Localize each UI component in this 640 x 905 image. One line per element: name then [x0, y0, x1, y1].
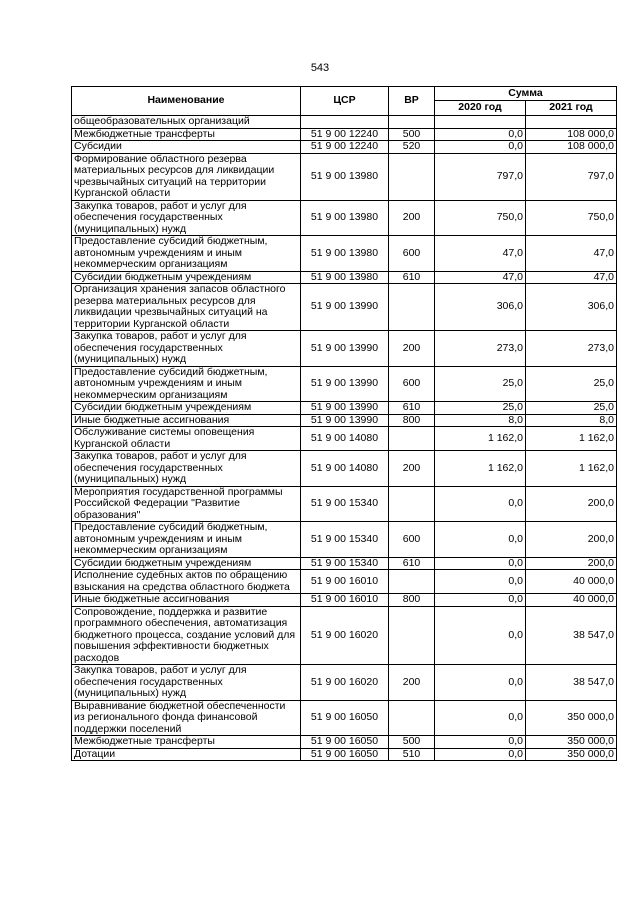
row-csr: 51 9 00 12240	[301, 128, 389, 141]
row-name: общеобразовательных организаций	[72, 116, 301, 129]
table-row	[72, 200, 617, 236]
row-name: Исполнение судебных актов по обращению взыскания на средства областного бюджета	[72, 570, 301, 594]
table-row	[72, 570, 617, 594]
row-sum-2020: 0,0	[435, 486, 526, 522]
table-row	[72, 736, 617, 749]
row-name: Выравнивание бюджетной обеспеченности из регионального фонда финансовой поддержки поселений	[72, 700, 301, 736]
row-sum-2021: 8,0	[526, 414, 617, 427]
table-row	[72, 427, 617, 451]
table-row	[72, 486, 617, 522]
row-sum-2021: 108 000,0	[526, 141, 617, 154]
header-year-2021: 2021 год	[526, 101, 617, 116]
row-name: Закупка товаров, работ и услуг для обеспечения государственных (муниципальных) нужд	[72, 665, 301, 701]
table-row	[72, 700, 617, 736]
row-sum-2020: 750,0	[435, 200, 526, 236]
row-name: Закупка товаров, работ и услуг для обеспечения государственных (муниципальных) нужд	[72, 200, 301, 236]
row-name: Закупка товаров, работ и услуг для обеспечения государственных (муниципальных) нужд	[72, 451, 301, 487]
table-row	[72, 271, 617, 284]
row-vr: 600	[389, 236, 435, 272]
header-name: Наименование	[72, 87, 301, 116]
row-vr: 610	[389, 271, 435, 284]
row-vr: 500	[389, 128, 435, 141]
row-vr: 610	[389, 402, 435, 415]
table-row	[72, 116, 617, 129]
row-csr: 51 9 00 13980	[301, 153, 389, 200]
row-sum-2020: 273,0	[435, 331, 526, 367]
row-sum-2020: 306,0	[435, 284, 526, 331]
row-sum-2021: 200,0	[526, 557, 617, 570]
header-sum: Сумма	[435, 87, 617, 101]
row-name: Межбюджетные трансферты	[72, 128, 301, 141]
row-sum-2021: 350 000,0	[526, 736, 617, 749]
table-row	[72, 606, 617, 665]
row-vr	[389, 284, 435, 331]
row-csr: 51 9 00 12240	[301, 141, 389, 154]
row-sum-2020: 47,0	[435, 236, 526, 272]
row-name: Субсидии бюджетным учреждениям	[72, 557, 301, 570]
table-row	[72, 522, 617, 558]
row-sum-2021: 108 000,0	[526, 128, 617, 141]
row-sum-2021: 25,0	[526, 366, 617, 402]
row-vr	[389, 427, 435, 451]
row-sum-2021: 306,0	[526, 284, 617, 331]
row-sum-2021: 350 000,0	[526, 700, 617, 736]
row-vr: 200	[389, 665, 435, 701]
row-sum-2020: 1 162,0	[435, 427, 526, 451]
row-sum-2021: 200,0	[526, 486, 617, 522]
row-csr: 51 9 00 16020	[301, 665, 389, 701]
row-vr: 800	[389, 414, 435, 427]
row-csr: 51 9 00 13980	[301, 200, 389, 236]
table-row	[72, 153, 617, 200]
row-sum-2021: 750,0	[526, 200, 617, 236]
row-vr: 510	[389, 748, 435, 761]
row-sum-2020: 0,0	[435, 606, 526, 665]
row-name: Формирование областного резерва материальных ресурсов для ликвидации чрезвычайных ситуаций на территории Курганской области	[72, 153, 301, 200]
row-sum-2021: 200,0	[526, 522, 617, 558]
row-sum-2020: 0,0	[435, 522, 526, 558]
row-csr: 51 9 00 13990	[301, 284, 389, 331]
row-vr: 610	[389, 557, 435, 570]
row-sum-2020: 797,0	[435, 153, 526, 200]
row-csr: 51 9 00 16020	[301, 606, 389, 665]
row-sum-2021: 47,0	[526, 271, 617, 284]
row-sum-2020: 25,0	[435, 402, 526, 415]
row-vr	[389, 606, 435, 665]
row-vr: 200	[389, 331, 435, 367]
row-name: Субсидии бюджетным учреждениям	[72, 271, 301, 284]
row-csr: 51 9 00 16050	[301, 748, 389, 761]
row-sum-2021: 25,0	[526, 402, 617, 415]
row-csr: 51 9 00 13980	[301, 236, 389, 272]
row-sum-2020: 1 162,0	[435, 451, 526, 487]
table-row	[72, 236, 617, 272]
table-row	[72, 665, 617, 701]
row-csr: 51 9 00 13990	[301, 414, 389, 427]
row-sum-2021: 350 000,0	[526, 748, 617, 761]
row-name: Предоставление субсидий бюджетным, автономным учреждениям и иным некоммерческим организациям	[72, 522, 301, 558]
row-name: Межбюджетные трансферты	[72, 736, 301, 749]
row-csr: 51 9 00 14080	[301, 451, 389, 487]
row-vr: 800	[389, 594, 435, 607]
row-vr: 600	[389, 366, 435, 402]
row-sum-2021	[526, 116, 617, 129]
row-csr: 51 9 00 13980	[301, 271, 389, 284]
row-sum-2021: 1 162,0	[526, 451, 617, 487]
row-csr: 51 9 00 16050	[301, 736, 389, 749]
header-csr: ЦСР	[301, 87, 389, 116]
row-sum-2020: 0,0	[435, 141, 526, 154]
row-name: Предоставление субсидий бюджетным, автономным учреждениям и иным некоммерческим организациям	[72, 236, 301, 272]
row-csr: 51 9 00 13990	[301, 331, 389, 367]
row-sum-2020	[435, 116, 526, 129]
table-row	[72, 748, 617, 761]
row-sum-2021: 797,0	[526, 153, 617, 200]
row-name: Предоставление субсидий бюджетным, автономным учреждениям и иным некоммерческим организациям	[72, 366, 301, 402]
row-csr: 51 9 00 16050	[301, 700, 389, 736]
page-number: 543	[310, 62, 330, 74]
row-vr: 520	[389, 141, 435, 154]
row-name: Дотации	[72, 748, 301, 761]
row-csr: 51 9 00 16010	[301, 570, 389, 594]
row-sum-2020: 0,0	[435, 570, 526, 594]
row-csr: 51 9 00 14080	[301, 427, 389, 451]
row-vr	[389, 486, 435, 522]
row-vr	[389, 116, 435, 129]
row-name: Сопровождение, поддержка и развитие программного обеспечения, автоматизация бюджетного процесса, создание условий для повышения эффективности бюджетных расходов	[72, 606, 301, 665]
header-year-2020: 2020 год	[435, 101, 526, 116]
table-row	[72, 284, 617, 331]
row-sum-2020: 47,0	[435, 271, 526, 284]
row-csr: 51 9 00 16010	[301, 594, 389, 607]
row-sum-2020: 8,0	[435, 414, 526, 427]
row-sum-2021: 47,0	[526, 236, 617, 272]
row-vr: 200	[389, 200, 435, 236]
table-row	[72, 141, 617, 154]
row-sum-2021: 38 547,0	[526, 665, 617, 701]
row-vr: 200	[389, 451, 435, 487]
row-vr	[389, 153, 435, 200]
row-sum-2020: 0,0	[435, 700, 526, 736]
table-row	[72, 366, 617, 402]
row-sum-2021: 40 000,0	[526, 594, 617, 607]
row-name: Обслуживание системы оповещения Курганской области	[72, 427, 301, 451]
header-vr: ВР	[389, 87, 435, 116]
row-vr	[389, 570, 435, 594]
row-sum-2021: 1 162,0	[526, 427, 617, 451]
row-name: Закупка товаров, работ и услуг для обеспечения государственных (муниципальных) нужд	[72, 331, 301, 367]
row-csr: 51 9 00 15340	[301, 522, 389, 558]
table-row	[72, 594, 617, 607]
row-name: Субсидии	[72, 141, 301, 154]
row-sum-2021: 40 000,0	[526, 570, 617, 594]
row-name: Иные бюджетные ассигнования	[72, 594, 301, 607]
row-sum-2020: 0,0	[435, 128, 526, 141]
row-vr	[389, 700, 435, 736]
table-row	[72, 128, 617, 141]
row-csr: 51 9 00 15340	[301, 557, 389, 570]
row-sum-2020: 0,0	[435, 736, 526, 749]
table-row	[72, 557, 617, 570]
row-vr: 500	[389, 736, 435, 749]
row-sum-2020: 0,0	[435, 594, 526, 607]
row-sum-2020: 0,0	[435, 665, 526, 701]
table-row	[72, 414, 617, 427]
row-name: Иные бюджетные ассигнования	[72, 414, 301, 427]
row-sum-2021: 273,0	[526, 331, 617, 367]
row-vr: 600	[389, 522, 435, 558]
row-name: Организация хранения запасов областного резерва материальных ресурсов для ликвидации чрезвычайных ситуаций на территории Курганской области	[72, 284, 301, 331]
row-sum-2020: 0,0	[435, 557, 526, 570]
row-sum-2020: 25,0	[435, 366, 526, 402]
row-csr	[301, 116, 389, 129]
row-sum-2021: 38 547,0	[526, 606, 617, 665]
table-row	[72, 331, 617, 367]
table-row	[72, 402, 617, 415]
table-row	[72, 451, 617, 487]
table-body	[72, 116, 617, 761]
row-csr: 51 9 00 15340	[301, 486, 389, 522]
row-sum-2020: 0,0	[435, 748, 526, 761]
row-name: Мероприятия государственной программы Российской Федерации "Развитие образования"	[72, 486, 301, 522]
budget-table	[71, 86, 617, 761]
row-name: Субсидии бюджетным учреждениям	[72, 402, 301, 415]
row-csr: 51 9 00 13990	[301, 402, 389, 415]
row-csr: 51 9 00 13990	[301, 366, 389, 402]
